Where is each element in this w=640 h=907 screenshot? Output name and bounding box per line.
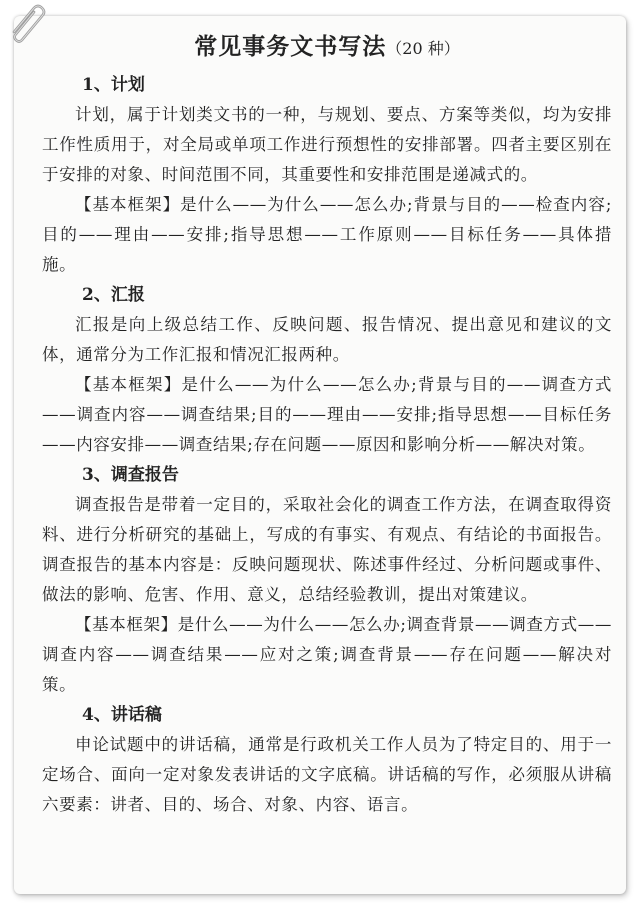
framework-paragraph: 【基本框架】是什么——为什么——怎么办;背景与目的——调查方式——调查内容——调查结果;目的——理由——安排;指导思想——目标任务——内容安排——调查结果;存在问题——原因和影响分析——解决对策。 [42,375,612,454]
section-paragraph: 申论试题中的讲话稿，通常是行政机关工作人员为了特定目的、用于一定场合、面向一定对象发表讲话的文字底稿。讲话稿的写作，必须服从讲稿六要素：讲者、目的、场合、对象、内容、语言。 [42,735,612,814]
section-investigation-report [42,460,612,700]
framework-paragraph: 【基本框架】是什么——为什么——怎么办;背景与目的——检查内容;目的——理由——安排;指导思想——工作原则——目标任务——具体措施。 [42,195,612,274]
section-report [42,280,612,460]
framework-paragraph: 【基本框架】是什么——为什么——怎么办;调查背景——调查方式——调查内容——调查结果——应对之策;调查背景——存在问题——解决对策。 [42,615,612,694]
section-plan [42,70,612,280]
title-suffix: （20 种） [386,39,460,58]
section-heading: 2、汇报 [82,285,145,305]
document-title [42,30,612,64]
section-heading: 3、调查报告 [82,465,179,485]
section-paragraph: 计划，属于计划类文书的一种，与规划、要点、方案等类似，均为安排工作性质用于，对全局或单项工作进行预想性的安排部署。四者主要区别在于安排的对象、时间范围不同，其重要性和安排范围是递减式的。 [42,105,612,184]
section-speech-draft [42,700,612,820]
section-paragraph: 汇报是向上级总结工作、反映问题、报告情况、提出意见和建议的文体，通常分为工作汇报和情况汇报两种。 [42,315,612,364]
section-heading: 1、计划 [82,75,145,95]
section-heading: 4、讲话稿 [82,705,162,725]
document-content [42,30,612,820]
section-paragraph: 调查报告是带着一定目的，采取社会化的调查工作方法，在调查取得资料、进行分析研究的基础上，写成的有事实、有观点、有结论的书面报告。调查报告的基本内容是：反映问题现状、陈述事件经过、分析问题或事件、做法的影响、危害、作用、意义，总结经验教训，提出对策建议。 [42,495,612,604]
title-text: 常见事务文书写法 [194,33,387,60]
